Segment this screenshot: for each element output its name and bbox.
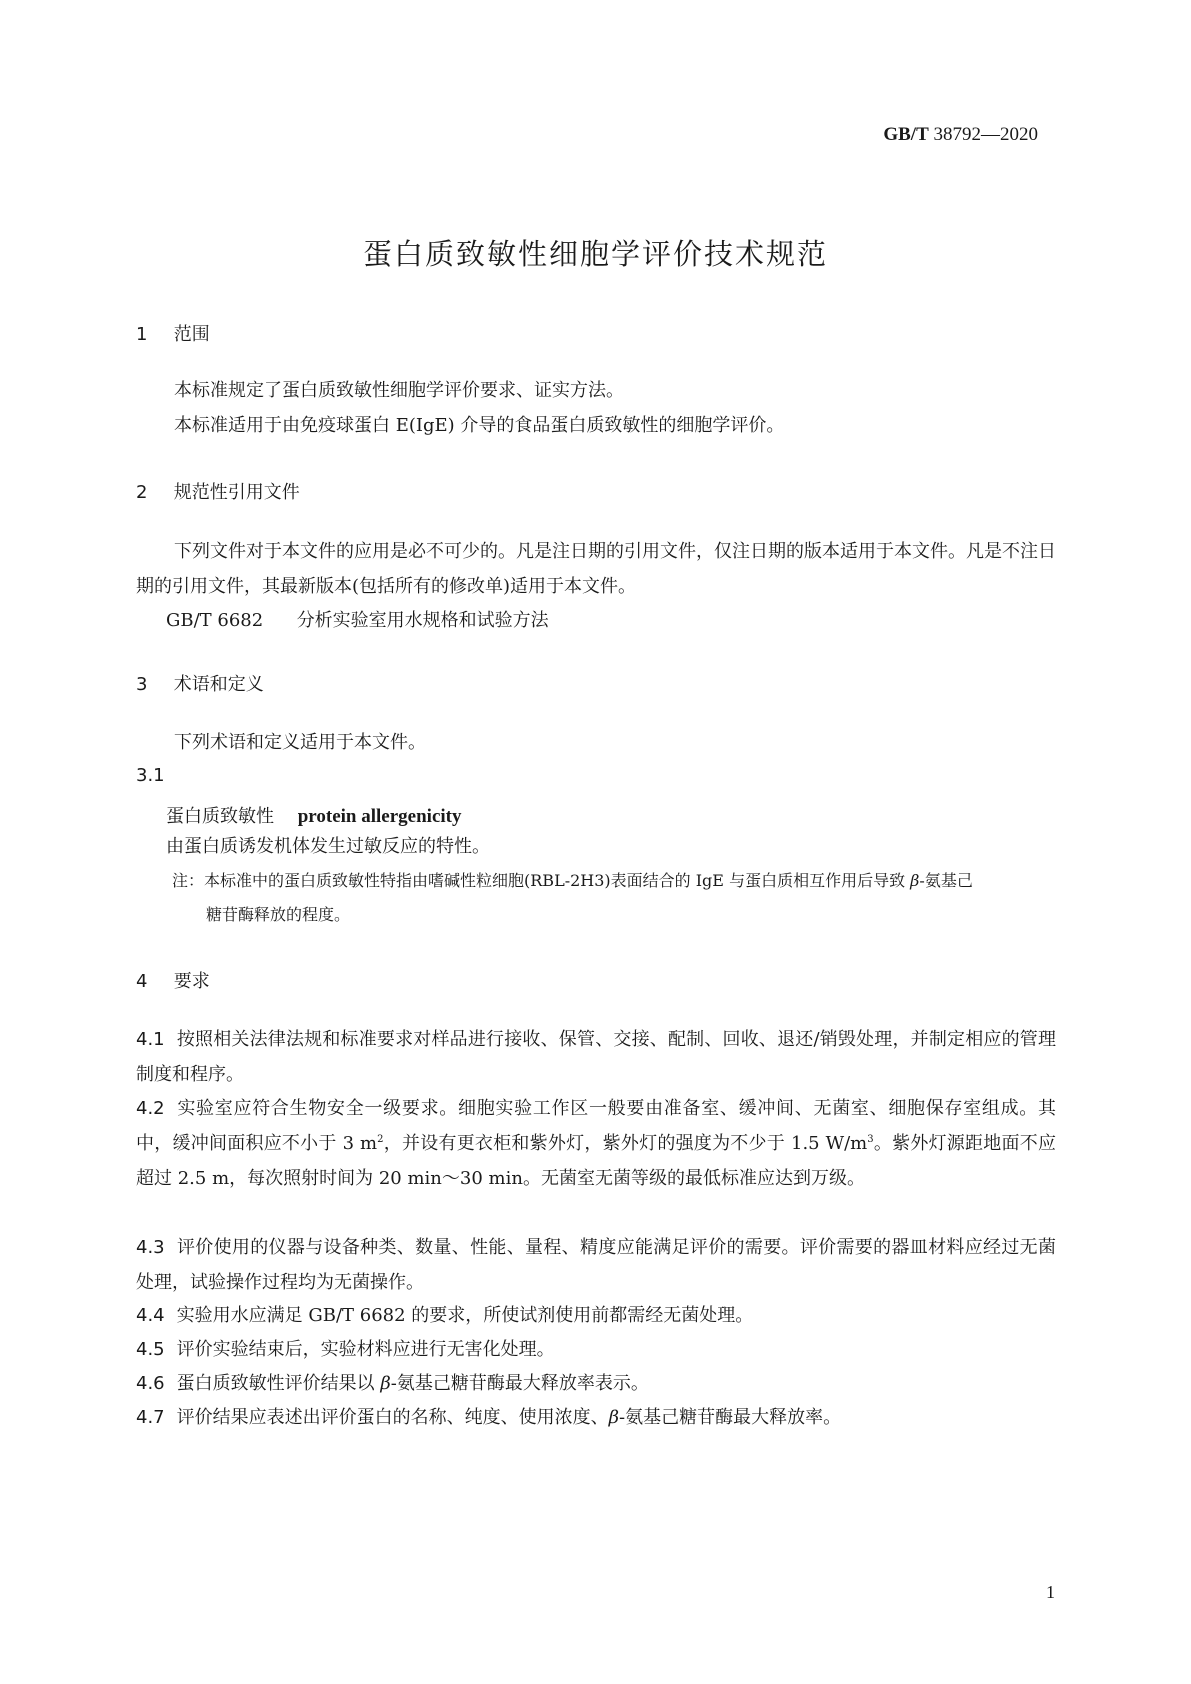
term-chinese: 蛋白质致敏性	[166, 806, 274, 827]
paragraph: 本标准适用于由免疫球蛋白 E(IgE) 介导的食品蛋白质致敏性的细胞学评价。	[174, 415, 785, 436]
superscript: 2	[377, 1134, 384, 1145]
page-number: 1	[1046, 1582, 1055, 1602]
section-title: 规范性引用文件	[173, 482, 300, 503]
clause-number: 4.2	[136, 1098, 165, 1119]
normative-reference	[166, 606, 549, 632]
section-number: 4	[136, 971, 148, 992]
clause-number: 4.6	[136, 1373, 165, 1394]
term-note	[172, 864, 1058, 932]
reference-code: GB/T 6682	[166, 610, 264, 631]
section-number: 2	[136, 482, 148, 503]
beta-symbol: β	[910, 871, 920, 890]
section-heading-1	[136, 320, 210, 346]
note-text: -氨基己	[919, 871, 973, 890]
clause-text: -氨基己糖苷酶最大释放率。	[619, 1407, 842, 1428]
paragraph: 本标准规定了蛋白质致敏性细胞学评价要求、证实方法。	[174, 380, 624, 401]
clause-4-7	[136, 1400, 1056, 1435]
beta-symbol: β	[380, 1373, 391, 1394]
note-label: 注：	[172, 871, 205, 890]
clause-4-4	[136, 1298, 1056, 1333]
clause-4-3	[136, 1230, 1056, 1300]
beta-symbol: β	[608, 1407, 620, 1428]
note-text-continued: 糖苷酶释放的程度。	[206, 905, 351, 924]
section-title: 范围	[173, 324, 210, 345]
clause-text: 实验室应符合生物安全一级要求。细胞实验工作区一般要由准备室、缓冲间、无菌室、细胞保存室组成。其中，缓冲间面积应不小于 3 m	[136, 1098, 1056, 1154]
clause-text: 评价结果应表述出评价蛋白的名称、纯度、使用浓度、	[176, 1407, 609, 1428]
clause-text: 按照相关法律法规和标准要求对样品进行接收、保管、交接、配制、回收、退还/销毁处理，并制定相应的管理制度和程序。	[136, 1029, 1056, 1085]
clause-text: -氨基己糖苷酶最大释放率表示。	[390, 1373, 649, 1394]
clause-4-5	[136, 1332, 1056, 1367]
reference-title: 分析实验室用水规格和试验方法	[296, 610, 549, 631]
superscript: 3	[867, 1134, 874, 1145]
section-title: 术语和定义	[173, 674, 264, 695]
clause-number: 4.4	[136, 1305, 165, 1326]
section-heading-4	[136, 967, 210, 993]
term-number: 3.1	[136, 765, 165, 786]
document-title: 蛋白质致敏性细胞学评价技术规范	[362, 237, 828, 271]
clause-text: 评价实验结束后，实验材料应进行无害化处理。	[176, 1339, 555, 1360]
note-text: 本标准中的蛋白质致敏性特指由嗜碱性粒细胞(RBL-2H3)表面结合的 IgE 与蛋白质相互作用后导致	[204, 871, 906, 890]
clause-number: 4.1	[136, 1029, 165, 1050]
clause-text: ，并设有更衣柜和紫外灯，紫外灯的强度为不少于 1.5 W/m	[383, 1133, 868, 1154]
clause-text: 实验用水应满足 GB/T 6682 的要求，所使试剂使用前都需经无菌处理。	[176, 1305, 754, 1326]
clause-text: 评价使用的仪器与设备种类、数量、性能、量程、精度应能满足评价的需要。评价需要的器皿材料应经过无菌处理，试验操作过程均为无菌操作。	[136, 1237, 1056, 1293]
term-entry	[166, 802, 462, 828]
paragraph: 下列文件对于本文件的应用是必不可少的。凡是注日期的引用文件，仅注日期的版本适用于本文件。凡是不注日期的引用文件，其最新版本(包括所有的修改单)适用于本文件。	[136, 541, 1056, 597]
clause-4-1	[136, 1022, 1056, 1092]
standard-prefix: GB/T	[883, 124, 929, 145]
clause-4-6	[136, 1366, 1056, 1401]
section-number: 3	[136, 674, 148, 695]
clause-number: 4.7	[136, 1407, 165, 1428]
term-definition: 由蛋白质诱发机体发生过敏反应的特性。	[166, 836, 490, 857]
clause-number: 4.5	[136, 1339, 165, 1360]
term-english: protein allergenicity	[297, 806, 462, 827]
standard-code: 38792—2020	[933, 124, 1038, 145]
clause-text: 蛋白质致敏性评价结果以	[176, 1373, 375, 1394]
paragraph: 下列术语和定义适用于本文件。	[174, 732, 426, 753]
standard-number	[883, 124, 1038, 146]
section-number: 1	[136, 324, 148, 345]
section-title: 要求	[173, 971, 210, 992]
clause-4-2	[136, 1091, 1056, 1196]
section-heading-3	[136, 670, 264, 696]
clause-text: 。紫外灯源距地面不应超过 2.5 m，每次照射时间为 20 min～30 min。无菌室无菌等级的最低标准应达到万级。	[136, 1133, 1057, 1189]
clause-number: 4.3	[136, 1237, 165, 1258]
section-heading-2	[136, 478, 300, 504]
